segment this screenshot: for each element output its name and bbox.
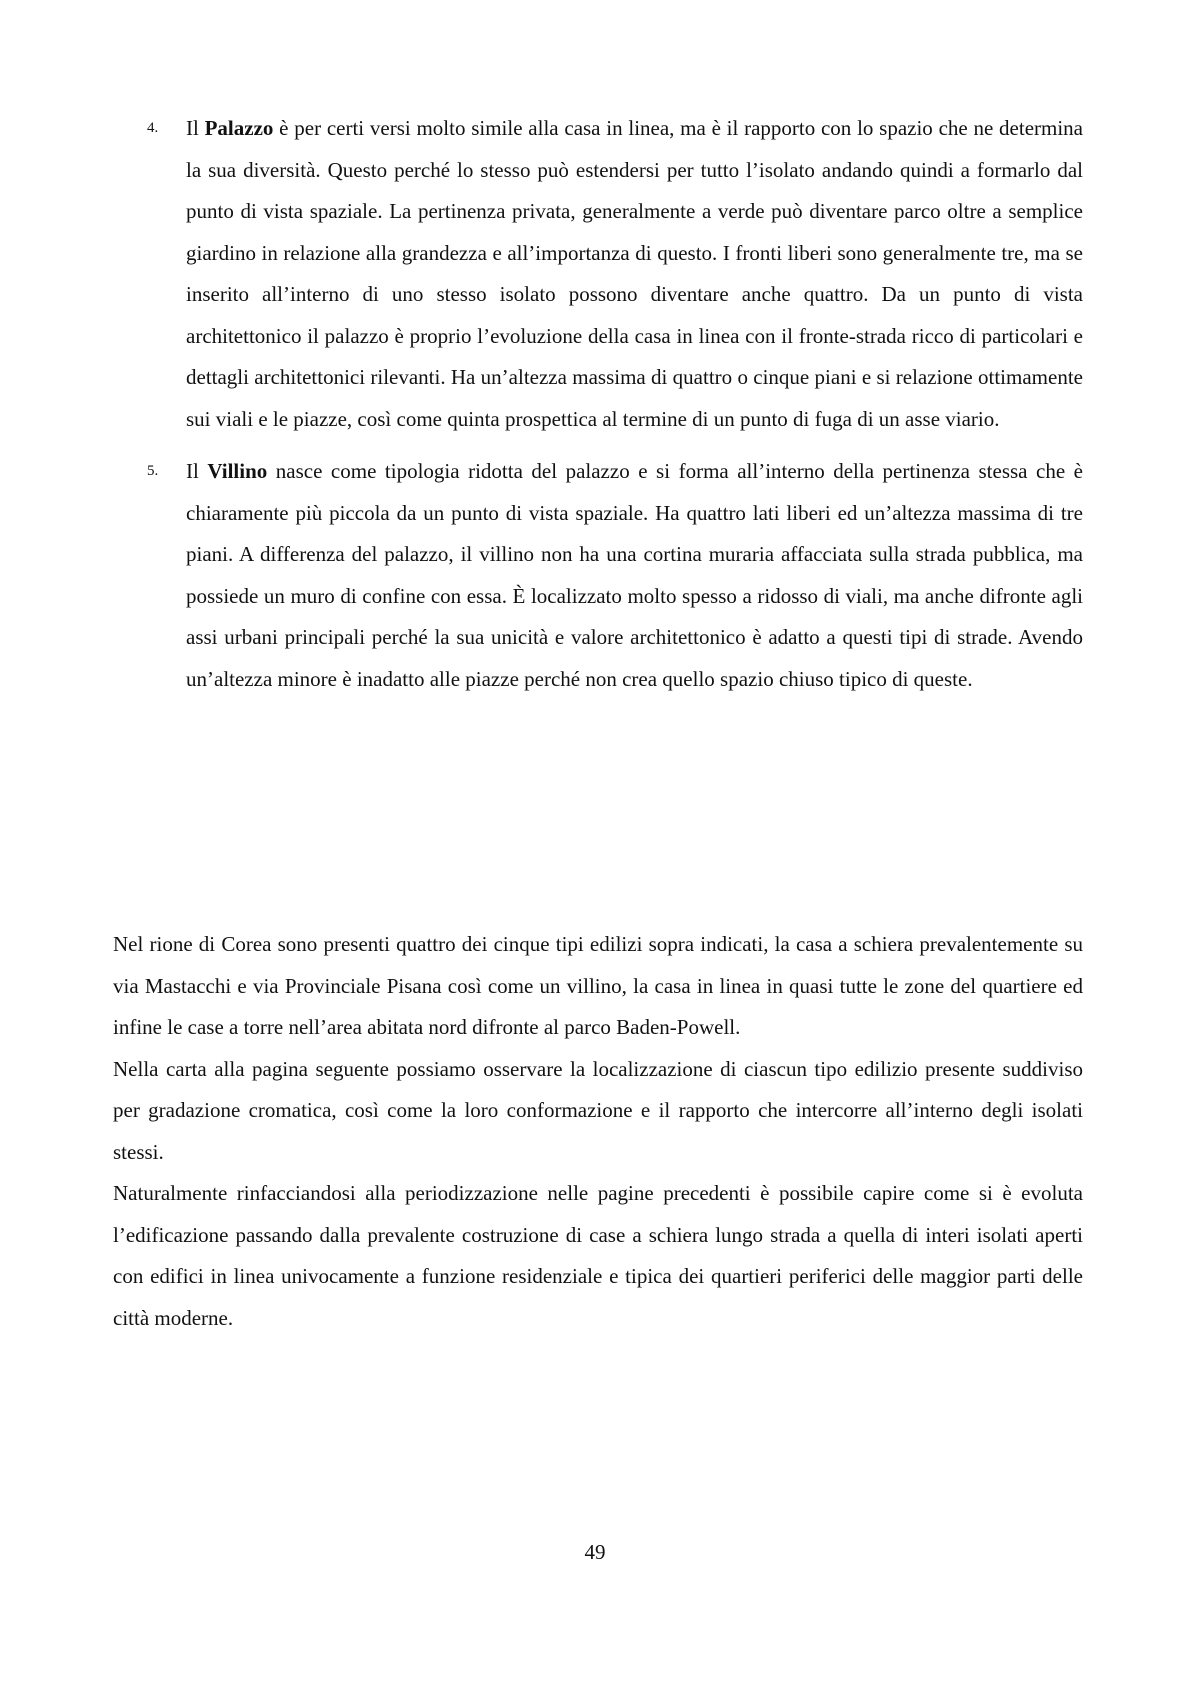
list-item-text: [186, 108, 1083, 440]
list-item-text: [186, 451, 1083, 700]
paragraph: Nella carta alla pagina seguente possiamo osservare la localizzazione di ciascun tipo edilizio presente suddiviso per gradazione cromatica, così come la loro conformazione e il rapporto che intercorre all’interno degli isolati stessi.: [113, 1056, 1083, 1164]
list-item-body: nasce come tipologia ridotta del palazzo e si forma all’interno della pertinenza stessa che è chiaramente più piccola da un punto di vista spaziale. Ha quattro lati liberi ed un’altezza massima di tre piani. A differenza del palazzo, il villino non ha una cortina muraria affacciata sulla strada pubblica, ma possiede un muro di confine con essa. È localizzato molto spesso a ridosso di viali, ma anche difronte agli assi urbani principali perché la sua unicità e valore architettonico è adatto a questi tipi di strade. Avendo un’altezza minore è inadatto alle piazze perché non crea quello spazio chiuso tipico di queste.: [186, 459, 1083, 691]
list-item-intro: Il: [186, 459, 208, 483]
list-item-palazzo: [113, 108, 1083, 440]
paragraph: Nel rione di Corea sono presenti quattro dei cinque tipi edilizi sopra indicati, la casa a schiera prevalentemente su via Mastacchi e via Provinciale Pisana così come un villino, la casa in linea in quasi tutte le zone del quartiere ed infine le case a torre nell’area abitata nord difronte al parco Baden-Powell.: [113, 932, 1083, 1039]
body-text: [113, 924, 1083, 1339]
typology-list: [113, 108, 1083, 711]
page-number: 49: [584, 1540, 606, 1564]
paragraph: Naturalmente rinfacciandosi alla periodizzazione nelle pagine precedenti è possibile capire come si è evoluta l’edificazione passando dalla prevalente costruzione di case a schiera lungo strada a quella di interi isolati aperti con edifici in linea univocamente a funzione residenziale e tipica dei quartieri periferici delle maggior parti delle città moderne.: [113, 1181, 1083, 1330]
list-item-villino: [113, 451, 1083, 700]
list-item-number: 5.: [147, 463, 159, 479]
list-item-term: Palazzo: [204, 116, 274, 140]
list-item-number: 4.: [147, 120, 159, 136]
list-item-term: Villino: [207, 459, 268, 483]
list-item-intro: Il: [186, 116, 205, 140]
list-item-body: è per certi versi molto simile alla casa in linea, ma è il rapporto con lo spazio che ne determina la sua diversità. Questo perché lo stesso può estendersi per tutto l’isolato andando quindi a formarlo dal punto di vista spaziale. La pertinenza privata, generalmente a verde può diventare parco oltre a semplice giardino in relazione alla grandezza e all’importanza di questo. I fronti liberi sono generalmente tre, ma se inserito all’interno di uno stesso isolato possono diventare anche quattro. Da un punto di vista architettonico il palazzo è proprio l’evoluzione della casa in linea con il fronte-strada ricco di particolari e dettagli architettonici rilevanti. Ha un’altezza massima di quattro o cinque piani e si relazione ottimamente sui viali e le piazze, così come quinta prospettica al termine di un punto di fuga di un asse viario.: [186, 116, 1084, 431]
